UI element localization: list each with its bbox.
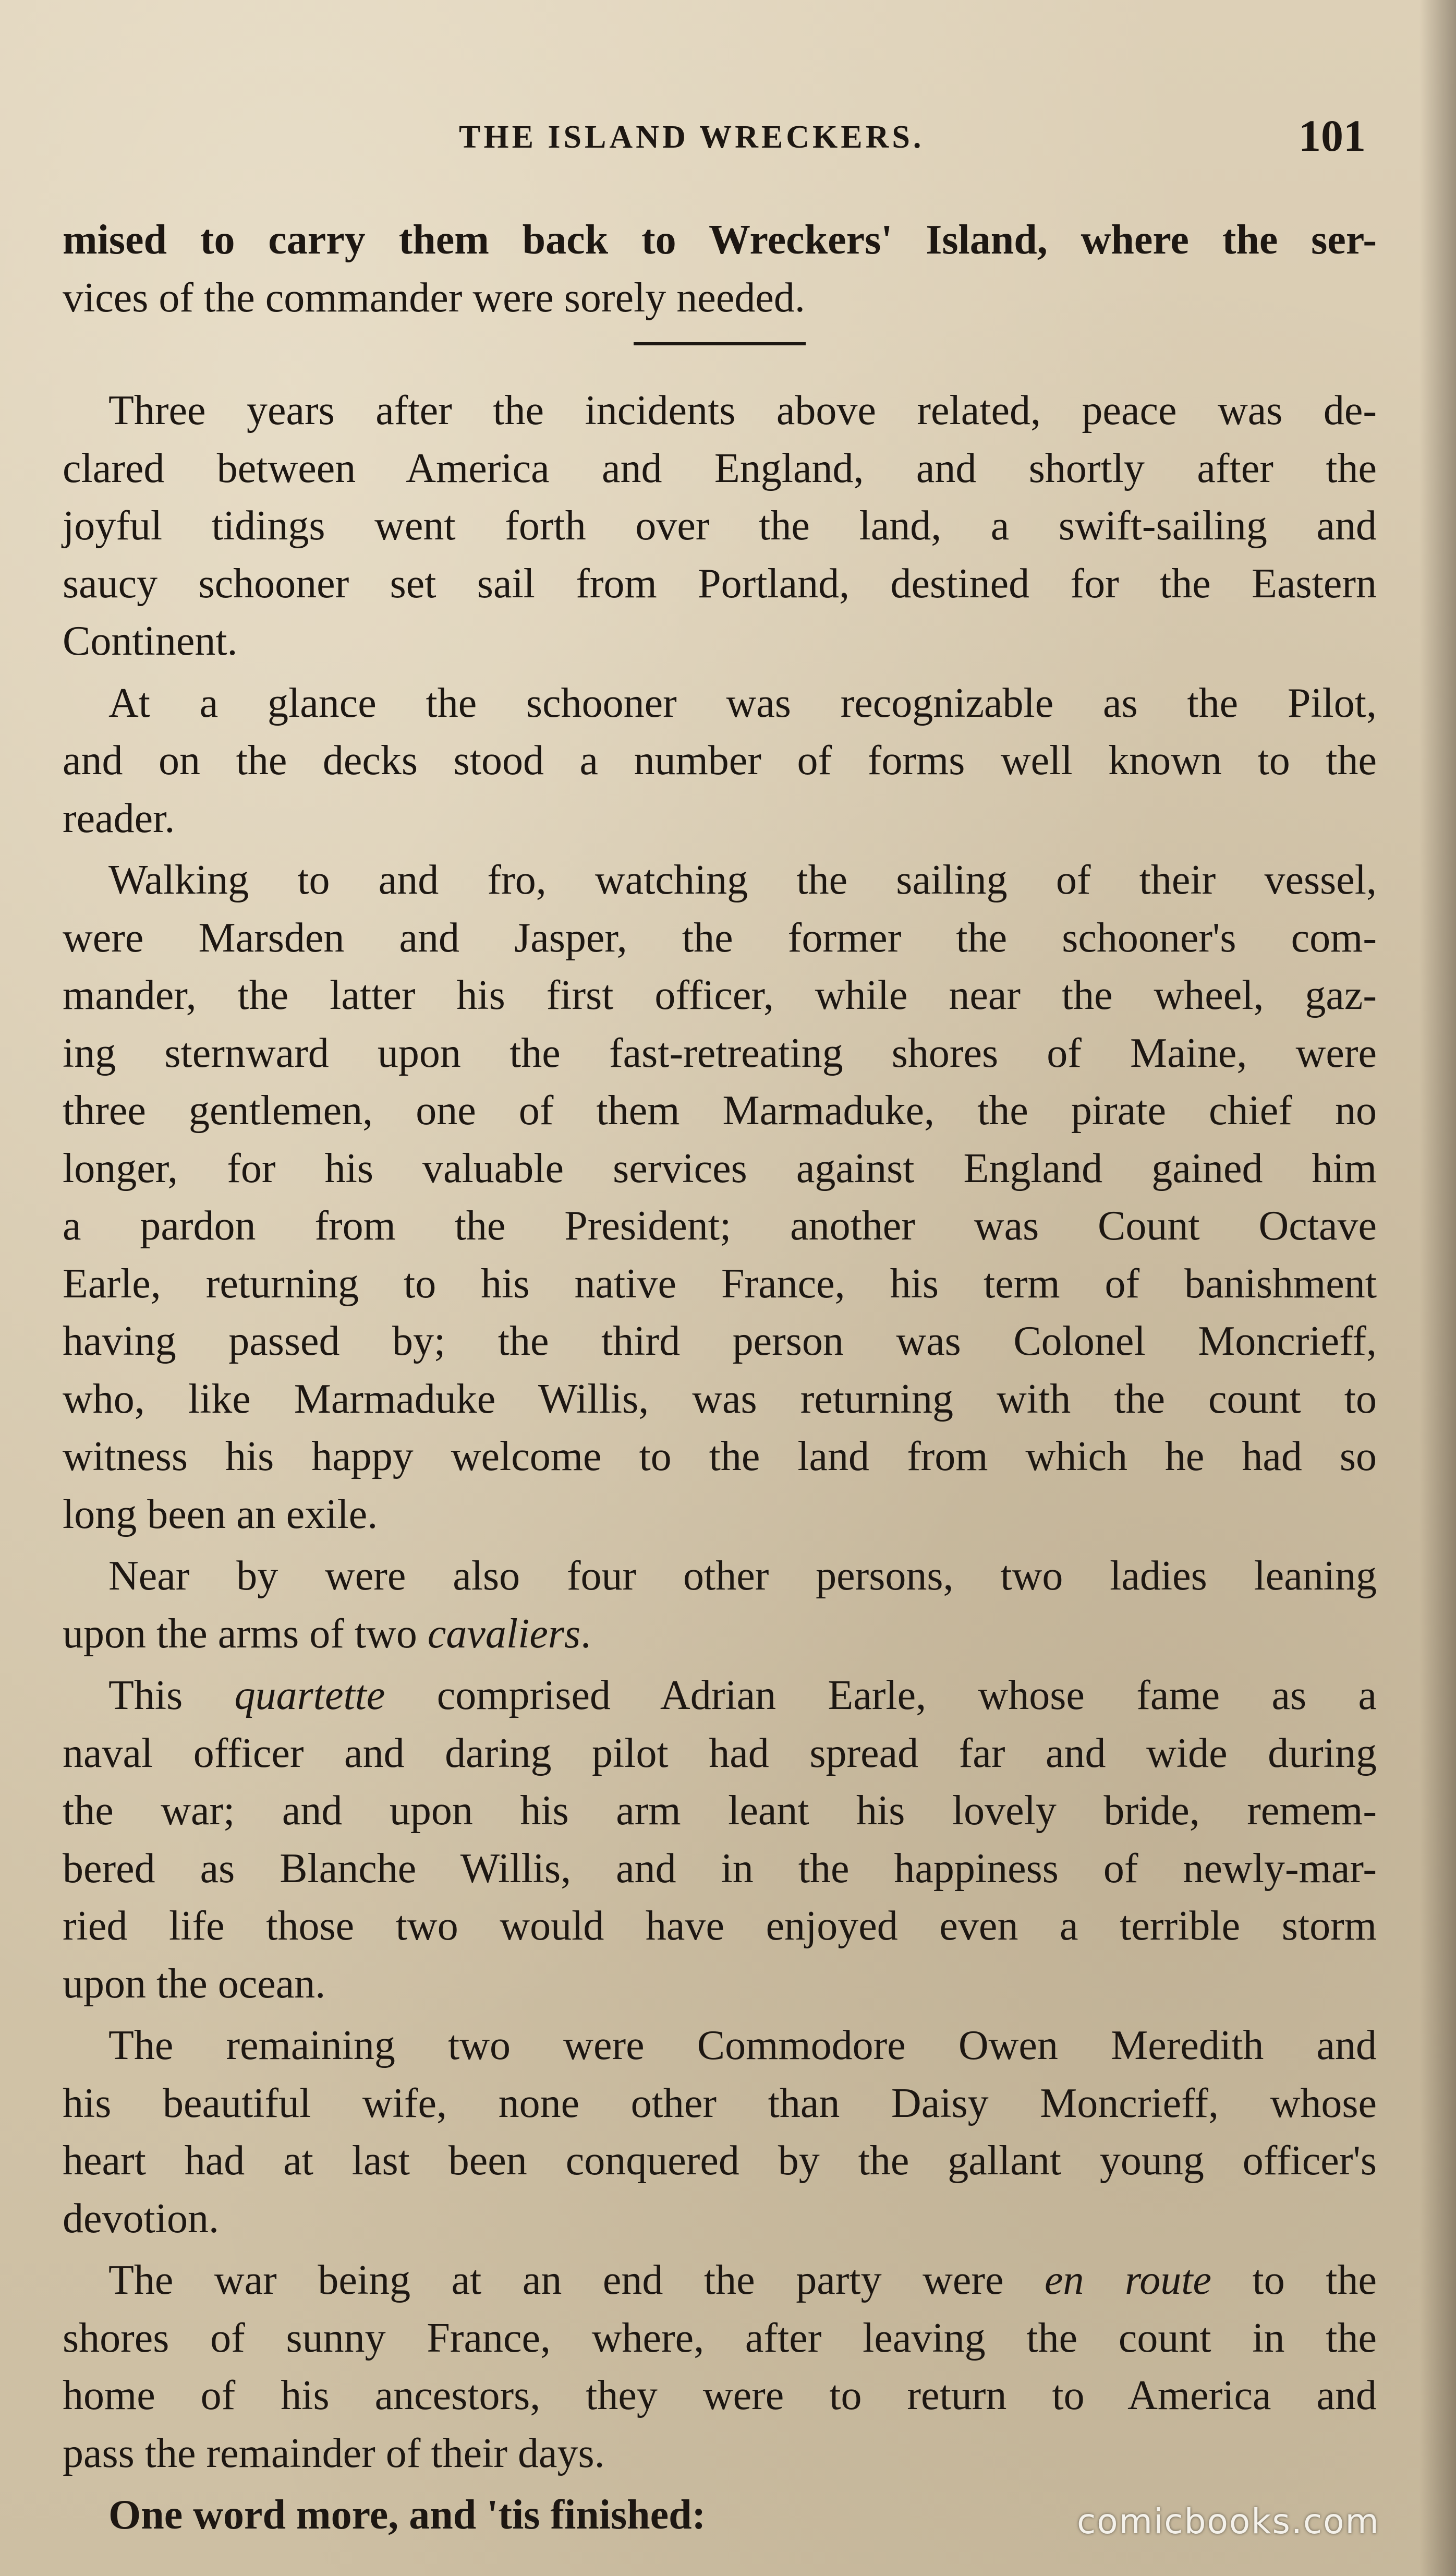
text-line: longer, for his valuable services against England gained him bbox=[63, 1145, 1377, 1191]
text-line: shores of sunny France, where, after leaving the count in the bbox=[63, 2315, 1377, 2361]
text-line: a pardon from the President; another was Count Octave bbox=[63, 1203, 1377, 1249]
section-divider bbox=[634, 342, 806, 345]
paragraph bbox=[63, 382, 1377, 670]
text-line: home of his ancestors, they were to return to America and bbox=[63, 2373, 1377, 2418]
text-line: One word more, and 'tis finished: bbox=[108, 2492, 706, 2538]
italic-word: cavaliers bbox=[427, 1610, 581, 1657]
text-line: Three years after the incidents above related, peace was de- bbox=[108, 388, 1377, 434]
text-line: Walking to and fro, watching the sailing of their vessel, bbox=[108, 857, 1377, 903]
text-line: upon the ocean. bbox=[63, 1960, 326, 2007]
text-line: heart had at last been conquered by the gallant young officer's bbox=[63, 2138, 1377, 2184]
text-line: joyful tidings went forth over the land, a swift-sailing and bbox=[63, 503, 1377, 549]
italic-word: quartette bbox=[234, 1672, 385, 1718]
paragraph bbox=[63, 851, 1377, 1543]
paragraph bbox=[63, 2252, 1377, 2482]
italic-word: en route bbox=[1045, 2257, 1211, 2303]
text-line: bered as Blanche Willis, and in the happiness of newly-mar- bbox=[63, 1845, 1377, 1892]
text-line: saucy schooner set sail from Portland, destined for the Eastern bbox=[63, 560, 1377, 607]
text-line: At a glance the schooner was recognizable as the Pilot, bbox=[108, 680, 1377, 726]
text-line: his beautiful wife, none other than Daisy Moncrieff, whose bbox=[63, 2080, 1377, 2126]
text-line: The remaining two were Commodore Owen Meredith and bbox=[108, 2023, 1377, 2068]
text-line: Continent. bbox=[63, 618, 238, 664]
text-line: having passed by; the third person was Colonel Moncrieff, bbox=[63, 1318, 1377, 1364]
text-line: upon the arms of two cavaliers. bbox=[63, 1610, 591, 1657]
text-line: three gentlemen, one of them Marmaduke, the pirate chief no bbox=[63, 1088, 1377, 1134]
text-line: ried life those two would have enjoyed even a terrible storm bbox=[63, 1903, 1377, 1949]
text-line: naval officer and daring pilot had spread far and wide during bbox=[63, 1730, 1377, 1776]
text-line: and on the decks stood a number of forms well known to the bbox=[63, 738, 1377, 784]
text-line: clared between America and England, and shortly after the bbox=[63, 445, 1377, 491]
body-text bbox=[63, 211, 1377, 2544]
text-line: Earle, returning to his native France, his term of banishment bbox=[63, 1260, 1377, 1307]
page-edge-shadow bbox=[1419, 0, 1456, 2576]
text-line: reader. bbox=[63, 795, 175, 841]
paragraph bbox=[63, 675, 1377, 848]
paragraph bbox=[63, 1547, 1377, 1663]
running-head bbox=[0, 111, 1456, 171]
text-line: This quartette comprised Adrian Earle, whose fame as a bbox=[108, 1672, 1377, 1718]
text-line: pass the remainder of their days. bbox=[63, 2430, 605, 2476]
text-line: devotion. bbox=[63, 2195, 219, 2242]
page-number: 101 bbox=[1299, 111, 1366, 161]
text-line: were Marsden and Jasper, the former the schooner's com- bbox=[63, 914, 1377, 961]
text-line: the war; and upon his arm leant his lovely bride, remem- bbox=[63, 1788, 1377, 1834]
text-line: mised to carry them back to Wreckers' Island, where the ser- bbox=[63, 217, 1377, 263]
text-line: vices of the commander were sorely needed. bbox=[63, 274, 805, 321]
text-line: witness his happy welcome to the land from which he had so bbox=[63, 1434, 1377, 1479]
watermark: comicbooks.com bbox=[1077, 2501, 1380, 2542]
text-line: The war being at an end the party were en route to the bbox=[108, 2257, 1377, 2303]
text-line: long been an exile. bbox=[63, 1491, 378, 1537]
text-line: who, like Marmaduke Willis, was returning with the count to bbox=[63, 1376, 1377, 1422]
running-title: THE ISLAND WRECKERS. bbox=[459, 119, 925, 155]
paragraph bbox=[63, 2017, 1377, 2247]
text-line: Near by were also four other persons, two ladies leaning bbox=[108, 1553, 1377, 1599]
paragraph-continuation bbox=[63, 211, 1377, 327]
text-line: mander, the latter his first officer, while near the wheel, gaz- bbox=[63, 972, 1377, 1018]
paragraph bbox=[63, 1667, 1377, 2013]
text-line: ing sternward upon the fast-retreating shores of Maine, were bbox=[63, 1030, 1377, 1076]
